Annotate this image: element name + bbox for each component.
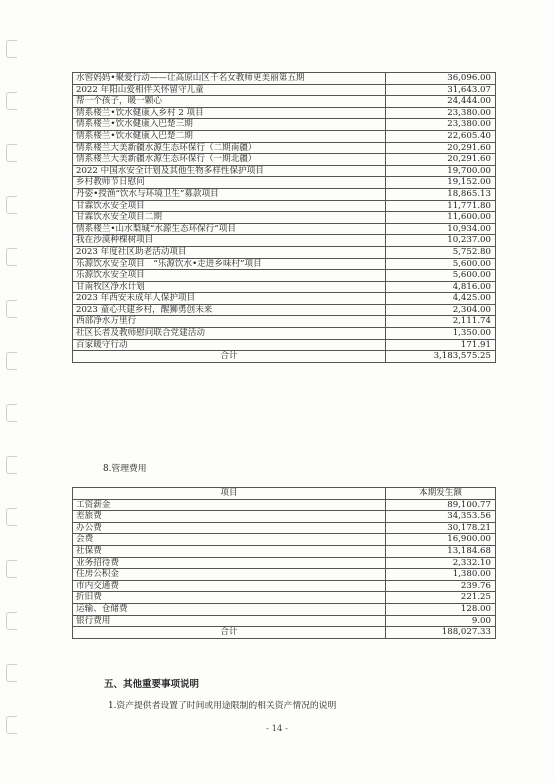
table-row	[73, 130, 496, 142]
row-amount: 19,152.00	[386, 177, 496, 189]
table-row	[73, 258, 496, 270]
row-amount: 5,600.00	[386, 270, 496, 282]
table-row	[73, 281, 496, 293]
table-row	[73, 499, 496, 511]
row-item: 百家暖守行动	[73, 339, 386, 351]
row-item: 2023 年西安未成年人保护项目	[73, 293, 386, 305]
section-5-title: 五、其他重要事项说明	[104, 679, 200, 690]
table-total-row	[73, 351, 496, 363]
row-item: 情系楼兰•饮水健康入巴楚二期	[73, 130, 386, 142]
row-amount: 18,865.13	[386, 188, 496, 200]
table-row	[73, 545, 496, 557]
row-item: 帮一个孩子，暖一颗心	[73, 96, 386, 108]
row-item: 社保费	[73, 545, 386, 557]
table-row	[73, 569, 496, 581]
row-item: 乐源饮水安全项目 “乐源饮水•走进乡味村”项目	[73, 258, 386, 270]
page-number: - 14 -	[266, 724, 288, 734]
row-item: 折旧费	[73, 592, 386, 604]
row-item: 会费	[73, 534, 386, 546]
row-amount: 2,304.00	[386, 304, 496, 316]
table-row	[73, 73, 496, 85]
row-item: 工资薪金	[73, 499, 386, 511]
row-amount: 1,350.00	[386, 328, 496, 340]
binding-holes	[6, 0, 20, 783]
row-item: 社区长者及教师慰问联合党建活动	[73, 328, 386, 340]
row-amount: 2,111.74	[386, 316, 496, 328]
row-item: 2022 年阳山爱相伴关怀留守儿童	[73, 84, 386, 96]
table-row	[73, 107, 496, 119]
row-amount: 2,332.10	[386, 557, 496, 569]
table-row	[73, 270, 496, 282]
row-amount: 5,752.80	[386, 246, 496, 258]
row-item: 市内交通费	[73, 580, 386, 592]
row-amount: 31,643.07	[386, 84, 496, 96]
row-amount: 11,771.80	[386, 200, 496, 212]
table-row	[73, 534, 496, 546]
table-total-row	[73, 627, 496, 639]
table-row	[73, 304, 496, 316]
row-amount: 239.76	[386, 580, 496, 592]
table-row	[73, 580, 496, 592]
row-item: 住房公积金	[73, 569, 386, 581]
table-row	[73, 339, 496, 351]
header-item: 项目	[73, 488, 386, 500]
header-amount: 本期发生额	[386, 488, 496, 500]
row-item: 情系楼兰•山水梨城“水源生态环保行”项目	[73, 223, 386, 235]
total-label: 合计	[73, 351, 386, 363]
table-row	[73, 557, 496, 569]
management-expense-table	[72, 487, 496, 639]
table-row	[73, 200, 496, 212]
row-item: 2023 童心共建乡村，醒狮勇创未来	[73, 304, 386, 316]
row-item: 差旅费	[73, 511, 386, 523]
row-amount: 221.25	[386, 592, 496, 604]
section-8-title: 8.管理费用	[103, 464, 147, 474]
row-amount: 20,291.60	[386, 142, 496, 154]
table-row	[73, 328, 496, 340]
table-row	[73, 235, 496, 247]
row-item: 乐源饮水安全项目	[73, 270, 386, 282]
row-amount: 16,900.00	[386, 534, 496, 546]
table-row	[73, 511, 496, 523]
total-label: 合计	[73, 627, 386, 639]
row-amount: 10,934.00	[386, 223, 496, 235]
row-amount: 4,816.00	[386, 281, 496, 293]
row-amount: 30,178.21	[386, 522, 496, 534]
note-1: 1.资产提供者设置了时间或用途限制的相关资产情况的说明	[108, 701, 337, 711]
row-item: 水窖妈妈•聚爱行动——让高原山区千名女教师更美丽第五期	[73, 73, 386, 85]
row-amount: 22,605.40	[386, 130, 496, 142]
table-row	[73, 165, 496, 177]
table-row	[73, 188, 496, 200]
row-amount: 128.00	[386, 603, 496, 615]
table-row	[73, 293, 496, 305]
row-amount: 1,380.00	[386, 569, 496, 581]
row-item: 甘南牧区净水计划	[73, 281, 386, 293]
table-row	[73, 592, 496, 604]
project-expense-table	[72, 72, 496, 363]
row-item: 运输、仓储费	[73, 603, 386, 615]
row-amount: 34,353.56	[386, 511, 496, 523]
table-row	[73, 603, 496, 615]
total-amount: 3,183,575.25	[386, 351, 496, 363]
total-amount: 188,027.33	[386, 627, 496, 639]
row-amount: 4,425.00	[386, 293, 496, 305]
table-row	[73, 84, 496, 96]
row-amount: 11,600.00	[386, 212, 496, 224]
row-item: 办公费	[73, 522, 386, 534]
table-row	[73, 177, 496, 189]
table-row	[73, 246, 496, 258]
row-amount: 23,380.00	[386, 119, 496, 131]
row-item: 情系楼兰大美新疆水源生态环保行（一期北疆）	[73, 154, 386, 166]
row-amount: 89,100.77	[386, 499, 496, 511]
row-amount: 36,096.00	[386, 73, 496, 85]
table-row	[73, 119, 496, 131]
row-amount: 20,291.60	[386, 154, 496, 166]
table-row	[73, 212, 496, 224]
row-item: 情系楼兰•饮水健康入乡村 2 项目	[73, 107, 386, 119]
table-row	[73, 316, 496, 328]
row-amount: 24,444.00	[386, 96, 496, 108]
row-item: 情系楼兰大美新疆水源生态环保行（二期南疆）	[73, 142, 386, 154]
row-item: 银行费用	[73, 615, 386, 627]
row-item: 丹姿•授渔“饮水与环境卫生”募款项目	[73, 188, 386, 200]
table-row	[73, 223, 496, 235]
row-item: 我在沙漠种棵树项目	[73, 235, 386, 247]
row-item: 甘霖饮水安全项目	[73, 200, 386, 212]
table-row	[73, 522, 496, 534]
row-amount: 171.91	[386, 339, 496, 351]
row-item: 2023 年度社区助老活动项目	[73, 246, 386, 258]
row-amount: 23,380.00	[386, 107, 496, 119]
table-row	[73, 142, 496, 154]
row-item: 西部净水万里行	[73, 316, 386, 328]
row-item: 2022 中国水安全计划及其他生物多样性保护项目	[73, 165, 386, 177]
table-row	[73, 615, 496, 627]
row-item: 乡村教师节日慰问	[73, 177, 386, 189]
table-header-row	[73, 488, 496, 500]
row-amount: 19,700.00	[386, 165, 496, 177]
row-item: 情系楼兰•饮水健康入巴楚三期	[73, 119, 386, 131]
row-amount: 13,184.68	[386, 545, 496, 557]
table-row	[73, 154, 496, 166]
table-row	[73, 96, 496, 108]
row-item: 甘霖饮水安全项目二期	[73, 212, 386, 224]
row-item: 业务招待费	[73, 557, 386, 569]
row-amount: 5,600.00	[386, 258, 496, 270]
row-amount: 10,237.00	[386, 235, 496, 247]
row-amount: 9.00	[386, 615, 496, 627]
